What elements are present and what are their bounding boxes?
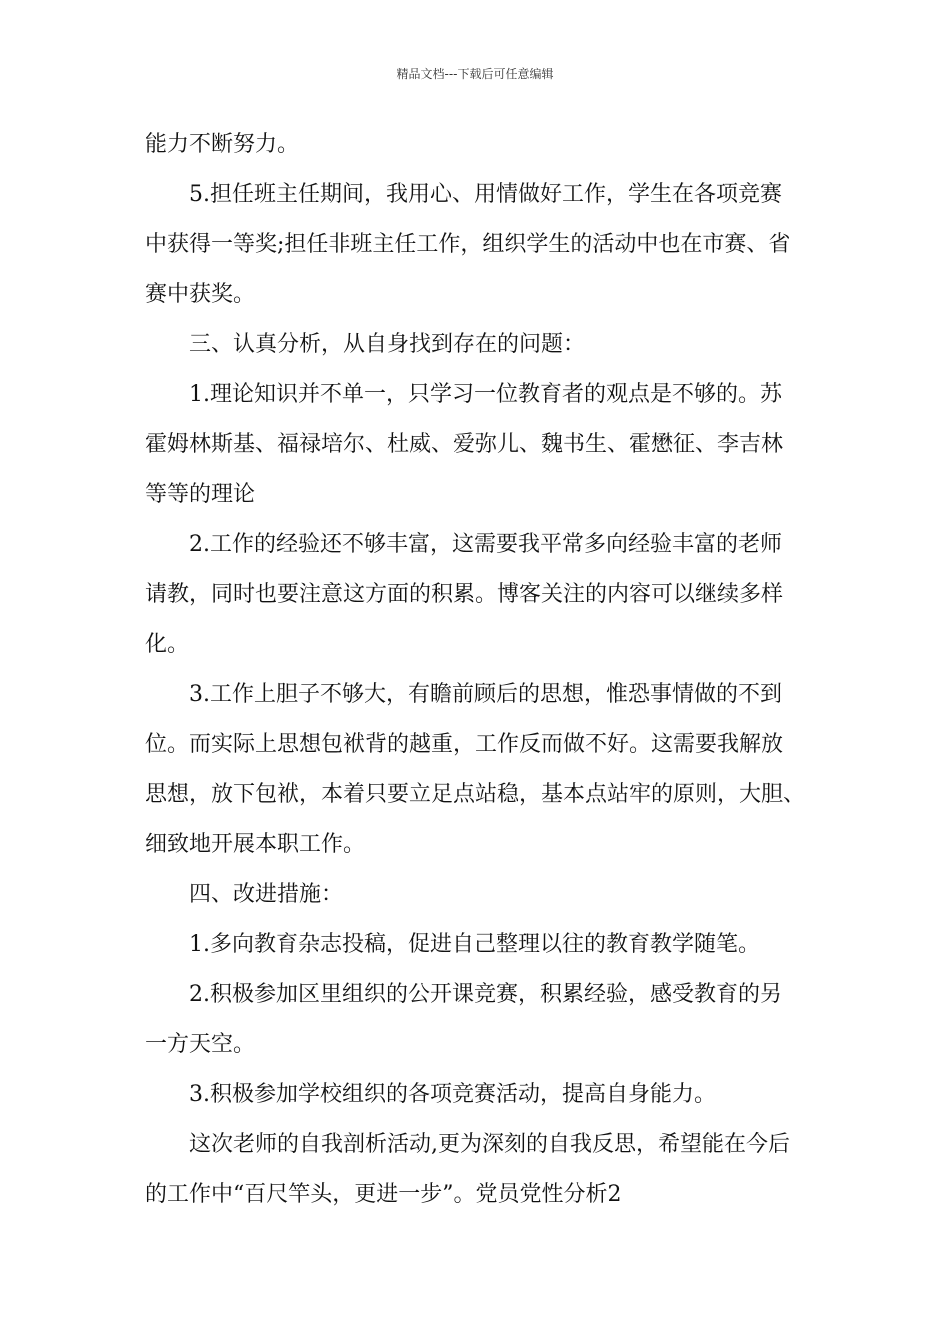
header-text: 精品文档---下载后可任意编辑 (396, 67, 554, 81)
text-line: 5.担任班主任期间，我用心、用情做好工作，学生在各项竞赛 (189, 182, 782, 207)
text-line: 等等的理论 (145, 482, 256, 507)
section-heading: 四、改进措施： (189, 882, 344, 907)
paragraph-1 (145, 130, 815, 160)
text-line: 1.理论知识并不单一，只学习一位教育者的观点是不够的。苏 (189, 382, 782, 407)
text-line: 2.工作的经验还不够丰富，这需要我平常多向经验丰富的老师 (189, 532, 782, 557)
paragraph-2 (145, 180, 815, 310)
text-line: 3.工作上胆子不够大，有瞻前顾后的思想，惟恐事情做的不到 (189, 682, 782, 707)
text-line: 3.积极参加学校组织的各项竞赛活动，提高自身能力。 (189, 1082, 716, 1107)
paragraph-3 (145, 330, 815, 360)
text-line: 霍姆林斯基、福禄培尔、杜威、爱弥儿、魏书生、霍懋征、李吉林 (145, 432, 784, 457)
text-line: 1.多向教育杂志投稿，促进自己整理以往的教育教学随笔。 (189, 932, 760, 957)
paragraph-6 (145, 680, 815, 860)
paragraph-11 (145, 1130, 815, 1210)
page-header (0, 66, 950, 82)
text-line: 请教，同时也要注意这方面的积累。博客关注的内容可以继续多样 (145, 582, 784, 607)
paragraph-10 (145, 1080, 815, 1110)
paragraph-9 (145, 980, 815, 1060)
paragraph-7 (145, 880, 815, 910)
paragraph-5 (145, 530, 815, 660)
text-line: 能力不断努力。 (145, 132, 300, 157)
paragraph-8 (145, 930, 815, 960)
text-line: 细致地开展本职工作。 (145, 832, 366, 857)
text-line: 2.积极参加区里组织的公开课竞赛，积累经验，感受教育的另 (189, 982, 782, 1007)
text-line: 化。 (145, 632, 190, 657)
text-line: 思想，放下包袱，本着只要立足点站稳，基本点站牢的原则，大胆、 (145, 782, 806, 807)
paragraph-4 (145, 380, 815, 510)
text-line: 一方天空。 (145, 1032, 256, 1057)
text-line: 赛中获奖。 (145, 282, 256, 307)
document-body (145, 130, 815, 1210)
text-line: 中获得一等奖;担任非班主任工作，组织学生的活动中也在市赛、省 (145, 232, 791, 257)
text-line: 的工作中“百尺竿头，更进一步”。党员党性分析2 (145, 1182, 622, 1207)
section-heading: 三、认真分析，从自身找到存在的问题： (189, 332, 586, 357)
text-line: 位。而实际上思想包袱背的越重，工作反而做不好。这需要我解放 (145, 732, 784, 757)
text-line: 这次老师的自我剖析活动,更为深刻的自我反思，希望能在今后 (189, 1132, 790, 1157)
